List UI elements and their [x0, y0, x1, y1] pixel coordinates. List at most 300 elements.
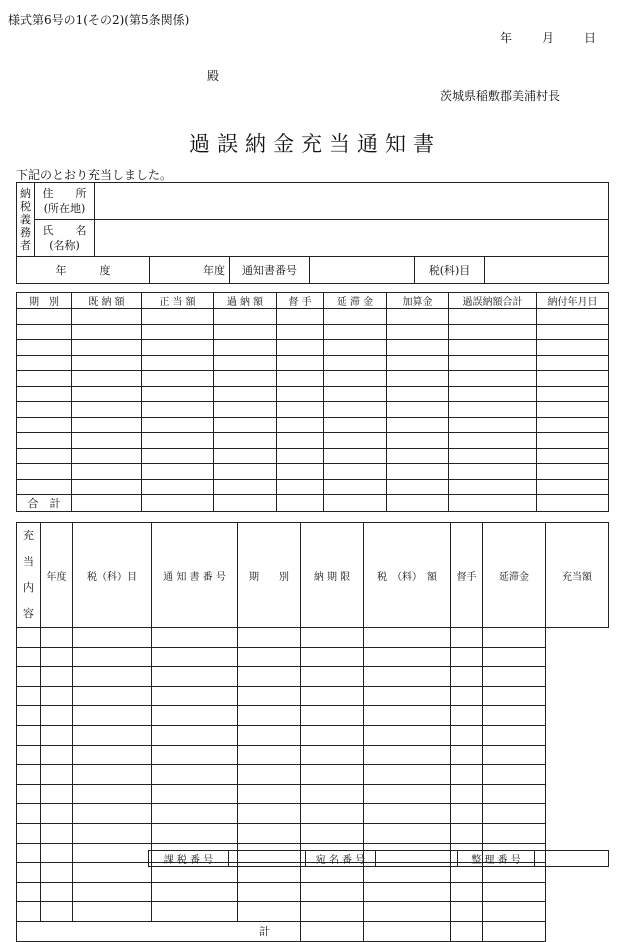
allocation-cell[interactable]	[238, 686, 301, 706]
allocation-cell[interactable]	[483, 765, 546, 785]
allocation-cell[interactable]	[17, 725, 41, 745]
allocation-cell[interactable]	[364, 804, 451, 824]
allocation-cell[interactable]	[364, 765, 451, 785]
allocation-cell[interactable]	[364, 882, 451, 902]
summary-cell[interactable]	[449, 324, 537, 340]
alloc-total-cell[interactable]	[483, 921, 546, 941]
notice-number-field[interactable]	[310, 257, 415, 284]
alloc-header-year: 年度	[41, 523, 73, 628]
allocation-cell[interactable]	[483, 823, 546, 843]
summary-cell[interactable]	[214, 464, 277, 480]
reference-numbers-table	[148, 850, 609, 867]
allocation-cell[interactable]	[364, 745, 451, 765]
allocation-row	[17, 667, 609, 687]
header-total-overpaid: 過誤納額合計	[449, 293, 537, 309]
allocation-row	[17, 765, 609, 785]
allocation-cell[interactable]	[238, 765, 301, 785]
allocation-cell[interactable]	[41, 686, 73, 706]
summary-cell[interactable]	[214, 324, 277, 340]
allocation-cell[interactable]	[17, 667, 41, 687]
allocation-cell[interactable]	[17, 784, 41, 804]
allocation-cell[interactable]	[451, 823, 483, 843]
allocation-cell[interactable]	[451, 765, 483, 785]
allocation-cell[interactable]	[301, 765, 364, 785]
allocation-cell[interactable]	[364, 647, 451, 667]
allocation-cell[interactable]	[41, 902, 73, 922]
allocation-cell[interactable]	[17, 863, 41, 883]
allocation-cell[interactable]	[301, 804, 364, 824]
allocation-cell[interactable]	[152, 647, 238, 667]
allocation-table	[16, 522, 609, 942]
allocation-cell[interactable]	[73, 843, 152, 863]
allocation-cell[interactable]	[73, 745, 152, 765]
allocation-cell[interactable]	[73, 725, 152, 745]
summary-cell[interactable]	[277, 309, 324, 325]
summary-cell[interactable]	[449, 371, 537, 387]
header-paid: 既 納 額	[72, 293, 142, 309]
summary-cell[interactable]	[72, 309, 142, 325]
summary-cell[interactable]	[17, 402, 72, 418]
allocation-row	[17, 784, 609, 804]
allocation-cell[interactable]	[41, 765, 73, 785]
allocation-cell[interactable]	[238, 745, 301, 765]
allocation-cell[interactable]	[73, 647, 152, 667]
summary-cell[interactable]	[72, 371, 142, 387]
summary-cell[interactable]	[214, 340, 277, 356]
allocation-cell[interactable]	[41, 863, 73, 883]
summary-cell[interactable]	[214, 448, 277, 464]
date-year: 年	[499, 31, 512, 45]
allocation-cell[interactable]	[238, 725, 301, 745]
summary-cell[interactable]	[214, 402, 277, 418]
form-identifier: 様式第6号の1(その2)(第5条関係)	[8, 13, 190, 27]
summary-cell[interactable]	[324, 309, 387, 325]
allocation-cell[interactable]	[73, 804, 152, 824]
year-label: 年 度	[17, 257, 150, 284]
allocation-cell[interactable]	[41, 725, 73, 745]
allocation-row	[17, 804, 609, 824]
allocation-cell[interactable]	[451, 882, 483, 902]
notice-number-label: 通知書番号	[230, 257, 310, 284]
summary-cell[interactable]	[449, 355, 537, 371]
allocation-row	[17, 686, 609, 706]
summary-cell[interactable]	[324, 448, 387, 464]
summary-total-label: 合 計	[17, 495, 72, 512]
allocation-cell[interactable]	[301, 902, 364, 922]
allocation-cell[interactable]	[238, 706, 301, 726]
allocation-cell[interactable]	[41, 784, 73, 804]
allocation-cell[interactable]	[483, 706, 546, 726]
allocation-cell[interactable]	[152, 765, 238, 785]
summary-cell[interactable]	[277, 464, 324, 480]
allocation-cell[interactable]	[238, 823, 301, 843]
summary-cell[interactable]	[142, 371, 214, 387]
alloc-header-notice-no: 通 知 書 番 号	[152, 523, 238, 628]
summary-cell[interactable]	[277, 371, 324, 387]
header-dunning-fee: 督 手	[277, 293, 324, 309]
summary-cell[interactable]	[537, 402, 609, 418]
summary-cell[interactable]	[17, 371, 72, 387]
allocation-cell[interactable]	[301, 706, 364, 726]
allocation-cell[interactable]	[41, 706, 73, 726]
summary-cell[interactable]	[324, 464, 387, 480]
allocation-cell[interactable]	[451, 804, 483, 824]
summary-cell[interactable]	[537, 417, 609, 433]
allocation-cell[interactable]	[238, 804, 301, 824]
summary-cell[interactable]	[17, 386, 72, 402]
allocation-cell[interactable]	[73, 823, 152, 843]
summary-cell[interactable]	[324, 340, 387, 356]
allocation-cell[interactable]	[483, 804, 546, 824]
summary-cell[interactable]	[449, 402, 537, 418]
summary-cell[interactable]	[72, 340, 142, 356]
alloc-total-cell[interactable]	[364, 921, 451, 941]
allocation-cell[interactable]	[17, 804, 41, 824]
summary-cell[interactable]	[72, 417, 142, 433]
summary-total-cell[interactable]	[277, 495, 324, 512]
summary-cell[interactable]	[214, 355, 277, 371]
summary-cell[interactable]	[17, 479, 72, 495]
header-late-fee: 延 滞 金	[324, 293, 387, 309]
allocation-cell[interactable]	[152, 667, 238, 687]
allocation-cell[interactable]	[152, 902, 238, 922]
allocation-cell[interactable]	[483, 745, 546, 765]
address-label: 住 所 (所在地)	[35, 183, 95, 220]
allocation-cell[interactable]	[41, 647, 73, 667]
summary-cell[interactable]	[214, 309, 277, 325]
summary-cell[interactable]	[72, 386, 142, 402]
allocation-cell[interactable]	[73, 784, 152, 804]
address-number-label: 宛 名 番 号	[306, 851, 376, 867]
allocation-cell[interactable]	[451, 706, 483, 726]
summary-row	[17, 448, 609, 464]
summary-cell[interactable]	[387, 433, 449, 449]
summary-cell[interactable]	[72, 448, 142, 464]
summary-cell[interactable]	[537, 309, 609, 325]
summary-cell[interactable]	[142, 433, 214, 449]
allocation-cell[interactable]	[483, 647, 546, 667]
summary-cell[interactable]	[324, 355, 387, 371]
summary-cell[interactable]	[214, 433, 277, 449]
allocation-cell[interactable]	[364, 725, 451, 745]
allocation-cell[interactable]	[301, 725, 364, 745]
summary-cell[interactable]	[72, 479, 142, 495]
alloc-total-label: 計	[17, 921, 301, 941]
allocation-cell[interactable]	[41, 628, 73, 648]
summary-cell[interactable]	[537, 433, 609, 449]
allocation-cell[interactable]	[17, 706, 41, 726]
allocation-cell[interactable]	[41, 804, 73, 824]
fiscal-year-field[interactable]: 年度	[150, 257, 230, 284]
summary-row	[17, 340, 609, 356]
date-month: 月	[541, 31, 554, 45]
summary-cell[interactable]	[387, 464, 449, 480]
allocation-cell[interactable]	[73, 765, 152, 785]
summary-cell[interactable]	[324, 386, 387, 402]
allocation-cell[interactable]	[73, 667, 152, 687]
summary-cell[interactable]	[324, 324, 387, 340]
summary-cell[interactable]	[17, 340, 72, 356]
allocation-cell[interactable]	[301, 686, 364, 706]
address-number-field[interactable]	[376, 851, 458, 867]
summary-cell[interactable]	[142, 479, 214, 495]
summary-cell[interactable]	[214, 386, 277, 402]
summary-row	[17, 417, 609, 433]
alloc-header-due-date: 納 期 限	[301, 523, 364, 628]
allocation-cell[interactable]	[301, 882, 364, 902]
summary-cell[interactable]	[387, 355, 449, 371]
allocation-cell[interactable]	[41, 882, 73, 902]
allocation-cell[interactable]	[41, 843, 73, 863]
allocation-cell[interactable]	[238, 784, 301, 804]
summary-cell[interactable]	[277, 433, 324, 449]
summary-cell[interactable]	[449, 417, 537, 433]
summary-cell[interactable]	[17, 433, 72, 449]
summary-cell[interactable]	[142, 417, 214, 433]
allocation-cell[interactable]	[483, 686, 546, 706]
allocation-cell[interactable]	[451, 784, 483, 804]
summary-cell[interactable]	[142, 340, 214, 356]
allocation-cell[interactable]	[73, 686, 152, 706]
allocation-cell[interactable]	[483, 902, 546, 922]
summary-total-cell[interactable]	[214, 495, 277, 512]
summary-total-cell[interactable]	[449, 495, 537, 512]
alloc-header-late-fee: 延滞金	[483, 523, 546, 628]
allocation-cell[interactable]	[152, 823, 238, 843]
summary-cell[interactable]	[537, 371, 609, 387]
summary-cell[interactable]	[324, 433, 387, 449]
summary-cell[interactable]	[387, 324, 449, 340]
allocation-cell[interactable]	[483, 725, 546, 745]
summary-cell[interactable]	[387, 386, 449, 402]
summary-row	[17, 309, 609, 325]
allocation-cell[interactable]	[364, 667, 451, 687]
summary-cell[interactable]	[387, 448, 449, 464]
summary-cell[interactable]	[324, 402, 387, 418]
summary-row	[17, 324, 609, 340]
summary-row	[17, 355, 609, 371]
summary-total-cell[interactable]	[537, 495, 609, 512]
allocation-cell[interactable]	[238, 882, 301, 902]
allocation-cell[interactable]	[73, 628, 152, 648]
summary-cell[interactable]	[537, 324, 609, 340]
alloc-total-cell[interactable]	[301, 921, 364, 941]
summary-cell[interactable]	[214, 479, 277, 495]
summary-cell[interactable]	[72, 355, 142, 371]
summary-cell[interactable]	[142, 309, 214, 325]
allocation-cell[interactable]	[17, 647, 41, 667]
date-day: 日	[583, 31, 596, 45]
allocation-cell[interactable]	[301, 745, 364, 765]
summary-cell[interactable]	[142, 386, 214, 402]
summary-cell[interactable]	[277, 340, 324, 356]
allocation-cell[interactable]	[17, 882, 41, 902]
summary-cell[interactable]	[17, 464, 72, 480]
allocation-cell[interactable]	[451, 745, 483, 765]
summary-total-cell[interactable]	[72, 495, 142, 512]
overpayment-summary-table	[16, 292, 609, 512]
summary-cell[interactable]	[277, 479, 324, 495]
summary-cell[interactable]	[537, 355, 609, 371]
allocation-cell[interactable]	[301, 823, 364, 843]
summary-cell[interactable]	[72, 402, 142, 418]
allocation-cell[interactable]	[451, 647, 483, 667]
summary-cell[interactable]	[324, 417, 387, 433]
allocation-cell[interactable]	[301, 667, 364, 687]
tax-number-label: 課 税 番 号	[149, 851, 229, 867]
alloc-header-allocated: 充当額	[546, 523, 609, 628]
summary-cell[interactable]	[324, 371, 387, 387]
allocation-cell[interactable]	[451, 686, 483, 706]
allocation-cell[interactable]	[451, 725, 483, 745]
allocation-cell[interactable]	[17, 902, 41, 922]
allocation-cell[interactable]	[17, 745, 41, 765]
summary-cell[interactable]	[17, 324, 72, 340]
summary-cell[interactable]	[387, 479, 449, 495]
allocation-cell[interactable]	[238, 667, 301, 687]
allocation-row	[17, 725, 609, 745]
header-payment-date: 納付年月日	[537, 293, 609, 309]
allocation-cell[interactable]	[364, 628, 451, 648]
allocation-cell[interactable]	[17, 843, 41, 863]
allocation-cell[interactable]	[152, 686, 238, 706]
allocation-cell[interactable]	[451, 667, 483, 687]
reference-number-field[interactable]	[535, 851, 609, 867]
header-overpaid: 過 納 額	[214, 293, 277, 309]
allocation-row	[17, 628, 609, 648]
summary-cell[interactable]	[72, 324, 142, 340]
allocation-cell[interactable]	[73, 902, 152, 922]
allocation-cell[interactable]	[364, 902, 451, 922]
tax-number-field[interactable]	[229, 851, 306, 867]
addressee-honorific: 殿	[207, 69, 220, 83]
allocation-cell[interactable]	[301, 647, 364, 667]
summary-cell[interactable]	[17, 448, 72, 464]
allocation-cell[interactable]	[152, 706, 238, 726]
summary-cell[interactable]	[449, 386, 537, 402]
summary-cell[interactable]	[537, 386, 609, 402]
allocation-cell[interactable]	[483, 882, 546, 902]
allocation-cell[interactable]	[483, 784, 546, 804]
summary-cell[interactable]	[214, 371, 277, 387]
allocation-cell[interactable]	[364, 784, 451, 804]
allocation-cell[interactable]	[73, 706, 152, 726]
allocation-cell[interactable]	[41, 667, 73, 687]
summary-cell[interactable]	[449, 309, 537, 325]
summary-total-cell[interactable]	[142, 495, 214, 512]
summary-cell[interactable]	[387, 340, 449, 356]
summary-total-cell[interactable]	[387, 495, 449, 512]
summary-cell[interactable]	[142, 464, 214, 480]
summary-cell[interactable]	[72, 464, 142, 480]
allocation-cell[interactable]	[152, 745, 238, 765]
allocation-cell[interactable]	[17, 628, 41, 648]
summary-cell[interactable]	[277, 417, 324, 433]
summary-cell[interactable]	[449, 433, 537, 449]
allocation-cell[interactable]	[152, 628, 238, 648]
allocation-cell[interactable]	[17, 765, 41, 785]
summary-cell[interactable]	[449, 448, 537, 464]
summary-cell[interactable]	[214, 417, 277, 433]
header-additional: 加算金	[387, 293, 449, 309]
allocation-cell[interactable]	[483, 628, 546, 648]
alloc-total-cell[interactable]	[451, 921, 483, 941]
allocation-cell[interactable]	[364, 706, 451, 726]
summary-cell[interactable]	[142, 355, 214, 371]
summary-cell[interactable]	[17, 355, 72, 371]
summary-cell[interactable]	[387, 371, 449, 387]
summary-cell[interactable]	[537, 448, 609, 464]
allocation-cell[interactable]	[152, 725, 238, 745]
summary-cell[interactable]	[142, 448, 214, 464]
tax-item-label: 税(科)目	[415, 257, 485, 284]
summary-cell[interactable]	[387, 402, 449, 418]
summary-total-cell[interactable]	[324, 495, 387, 512]
summary-cell[interactable]	[537, 464, 609, 480]
summary-cell[interactable]	[537, 340, 609, 356]
summary-cell[interactable]	[17, 417, 72, 433]
allocation-cell[interactable]	[301, 784, 364, 804]
summary-cell[interactable]	[449, 340, 537, 356]
allocation-row	[17, 745, 609, 765]
allocation-cell[interactable]	[238, 902, 301, 922]
summary-cell[interactable]	[277, 355, 324, 371]
summary-cell[interactable]	[17, 309, 72, 325]
allocation-cell[interactable]	[152, 804, 238, 824]
summary-cell[interactable]	[537, 479, 609, 495]
allocation-cell[interactable]	[73, 882, 152, 902]
allocation-cell[interactable]	[238, 628, 301, 648]
summary-cell[interactable]	[324, 479, 387, 495]
allocation-cell[interactable]	[152, 784, 238, 804]
tax-item-field[interactable]	[485, 257, 609, 284]
allocation-cell[interactable]	[364, 823, 451, 843]
allocation-cell[interactable]	[73, 863, 152, 883]
summary-cell[interactable]	[277, 448, 324, 464]
summary-row	[17, 371, 609, 387]
summary-cell[interactable]	[449, 479, 537, 495]
summary-cell[interactable]	[387, 417, 449, 433]
summary-cell[interactable]	[277, 324, 324, 340]
summary-cell[interactable]	[72, 433, 142, 449]
allocation-cell[interactable]	[17, 686, 41, 706]
allocation-cell[interactable]	[483, 667, 546, 687]
alloc-header-dunning-fee: 督手	[451, 523, 483, 628]
summary-cell[interactable]	[449, 464, 537, 480]
allocation-cell[interactable]	[41, 823, 73, 843]
allocation-cell[interactable]	[41, 745, 73, 765]
name-field[interactable]	[95, 220, 609, 257]
summary-row	[17, 386, 609, 402]
allocation-row	[17, 902, 609, 922]
allocation-cell[interactable]	[301, 628, 364, 648]
allocation-cell[interactable]	[451, 902, 483, 922]
summary-cell[interactable]	[277, 386, 324, 402]
summary-cell[interactable]	[142, 402, 214, 418]
issuer-name: 茨城県稲敷郡美浦村長	[439, 89, 560, 103]
summary-cell[interactable]	[142, 324, 214, 340]
header-period: 期 別	[17, 293, 72, 309]
allocation-cell[interactable]	[152, 882, 238, 902]
allocation-cell[interactable]	[238, 647, 301, 667]
summary-cell[interactable]	[277, 402, 324, 418]
allocation-cell[interactable]	[17, 823, 41, 843]
allocation-cell[interactable]	[364, 686, 451, 706]
allocation-cell[interactable]	[451, 628, 483, 648]
summary-cell[interactable]	[387, 309, 449, 325]
address-field[interactable]	[95, 183, 609, 220]
allocation-row	[17, 647, 609, 667]
